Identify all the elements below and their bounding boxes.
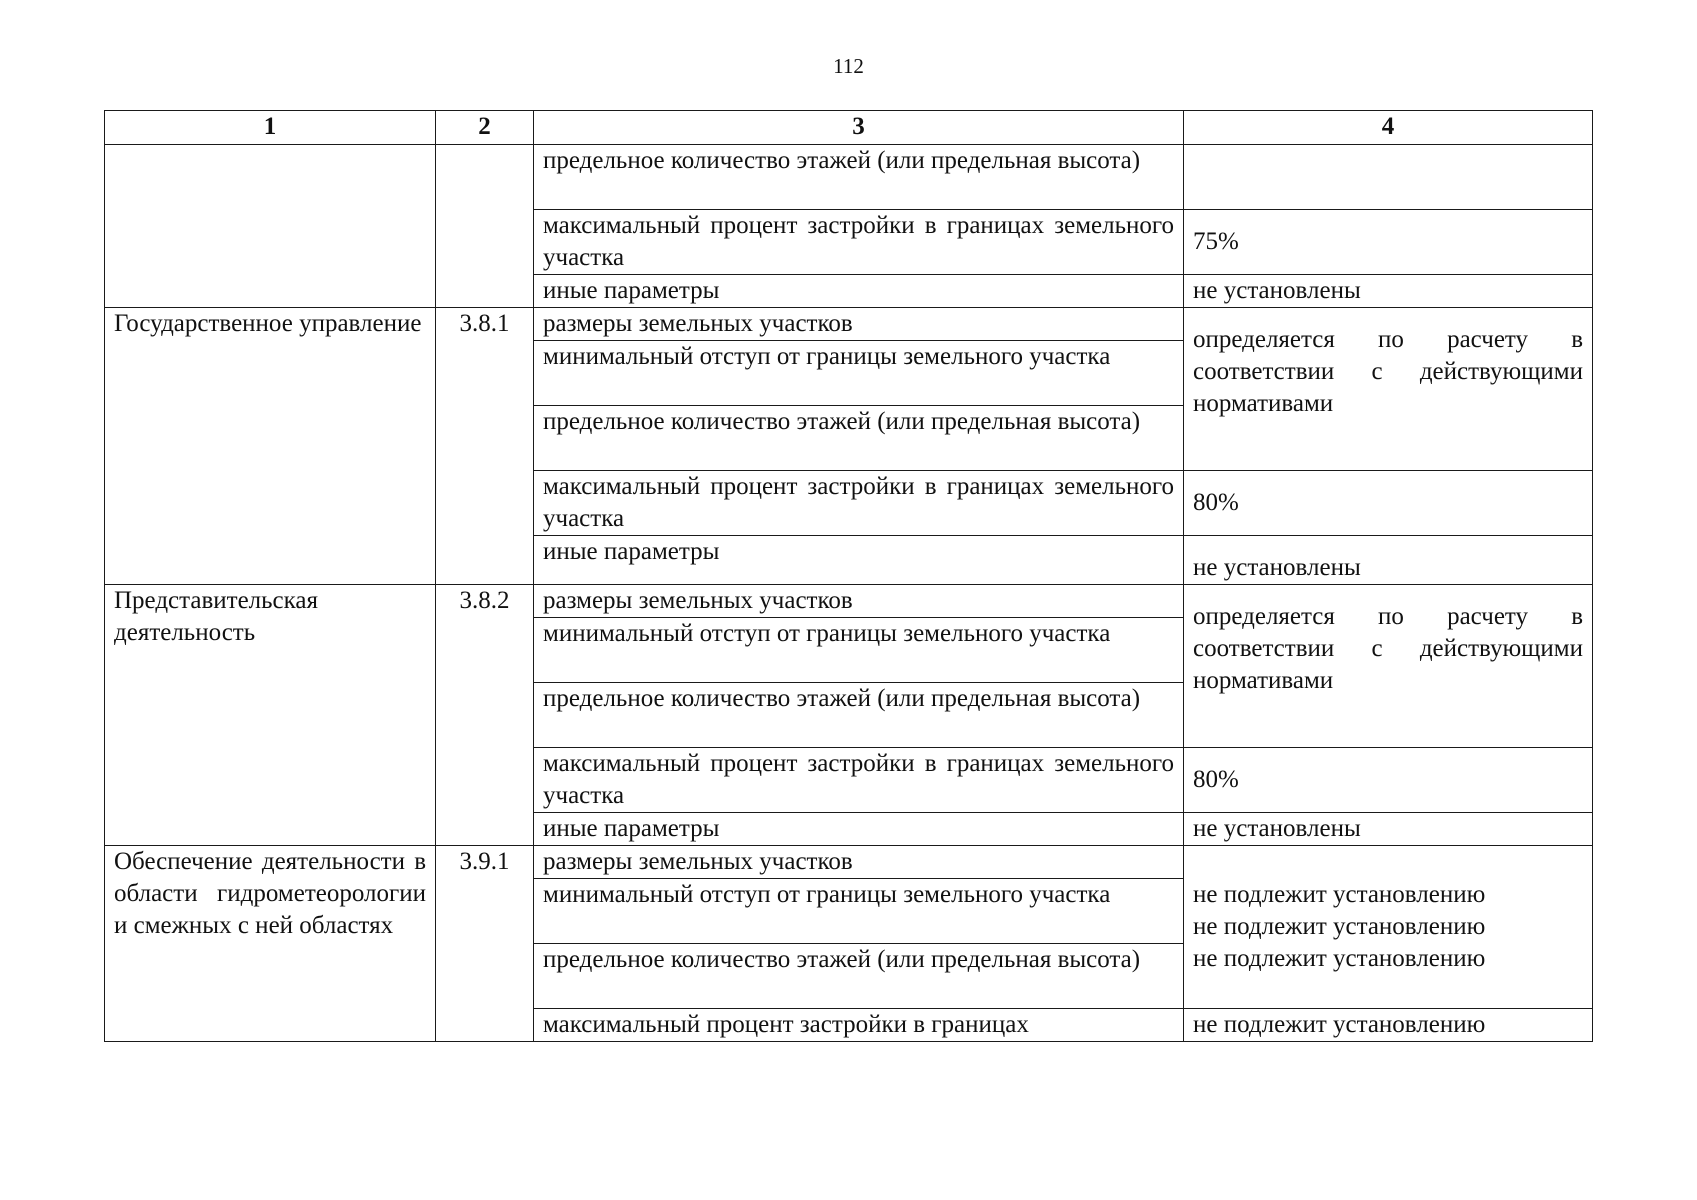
column-header-2: 2: [436, 111, 534, 145]
value-cell: 80%: [1184, 748, 1593, 813]
parameter-cell: минимальный отступ от границы земельного участка: [534, 879, 1184, 944]
parameter-cell: размеры земельных участков: [534, 308, 1184, 341]
table-row: [105, 846, 1593, 879]
parameter-cell: предельное количество этажей (или предельная высота): [534, 944, 1184, 1009]
land-use-cell: Государственное управление: [105, 308, 436, 585]
land-use-cell: Представительская деятельность: [105, 585, 436, 846]
land-use-code-cell: 3.8.1: [436, 308, 534, 585]
value-cell: не установлены: [1184, 813, 1593, 846]
land-use-cell: Обеспечение деятельности в области гидрометеорологии и смежных с ней областях: [105, 846, 436, 1042]
page-number: 112: [833, 54, 864, 78]
value-cell: 75%: [1184, 210, 1593, 275]
parameter-cell: минимальный отступ от границы земельного участка: [534, 341, 1184, 406]
value-cell: определяется по расчету в соответствии с действующими нормативами: [1184, 585, 1593, 748]
parameter-cell: максимальный процент застройки в границах земельного участка: [534, 210, 1184, 275]
table-row: [105, 145, 1593, 210]
value-cell: не установлены: [1184, 275, 1593, 308]
parameter-cell: размеры земельных участков: [534, 585, 1184, 618]
parameter-cell: максимальный процент застройки в границах земельного участка: [534, 748, 1184, 813]
value-line: не подлежит установлению: [1193, 945, 1486, 972]
parameter-cell: иные параметры: [534, 536, 1184, 585]
value-cell: [1184, 145, 1593, 210]
parameter-cell: предельное количество этажей (или предельная высота): [534, 145, 1184, 210]
parameter-cell: размеры земельных участков: [534, 846, 1184, 879]
column-header-4: 4: [1184, 111, 1593, 145]
column-header-1: 1: [105, 111, 436, 145]
parameter-cell: предельное количество этажей (или предельная высота): [534, 406, 1184, 471]
value-cell: не подлежит установлению: [1184, 1009, 1593, 1042]
parameter-cell: иные параметры: [534, 813, 1184, 846]
value-cell: определяется по расчету в соответствии с действующими нормативами: [1184, 308, 1593, 471]
land-use-code-cell: [436, 145, 534, 308]
land-use-code-cell: 3.8.2: [436, 585, 534, 846]
value-cell: [1184, 846, 1593, 1009]
value-line: не подлежит установлению: [1193, 913, 1486, 940]
parameter-cell: максимальный процент застройки в границах земельного участка: [534, 471, 1184, 536]
parameter-cell: предельное количество этажей (или предельная высота): [534, 683, 1184, 748]
parameter-cell: минимальный отступ от границы земельного участка: [534, 618, 1184, 683]
column-header-3: 3: [534, 111, 1184, 145]
land-use-cell: [105, 145, 436, 308]
parameter-cell: максимальный процент застройки в границах: [534, 1009, 1184, 1042]
value-cell: 80%: [1184, 471, 1593, 536]
parameter-cell: иные параметры: [534, 275, 1184, 308]
regulations-table: [104, 110, 1593, 1042]
land-use-code-cell: 3.9.1: [436, 846, 534, 1042]
value-line: не подлежит установлению: [1193, 881, 1486, 908]
table-row: [105, 585, 1593, 618]
table-row: [105, 308, 1593, 341]
table-header-row: [105, 111, 1593, 145]
value-cell: не установлены: [1184, 536, 1593, 585]
